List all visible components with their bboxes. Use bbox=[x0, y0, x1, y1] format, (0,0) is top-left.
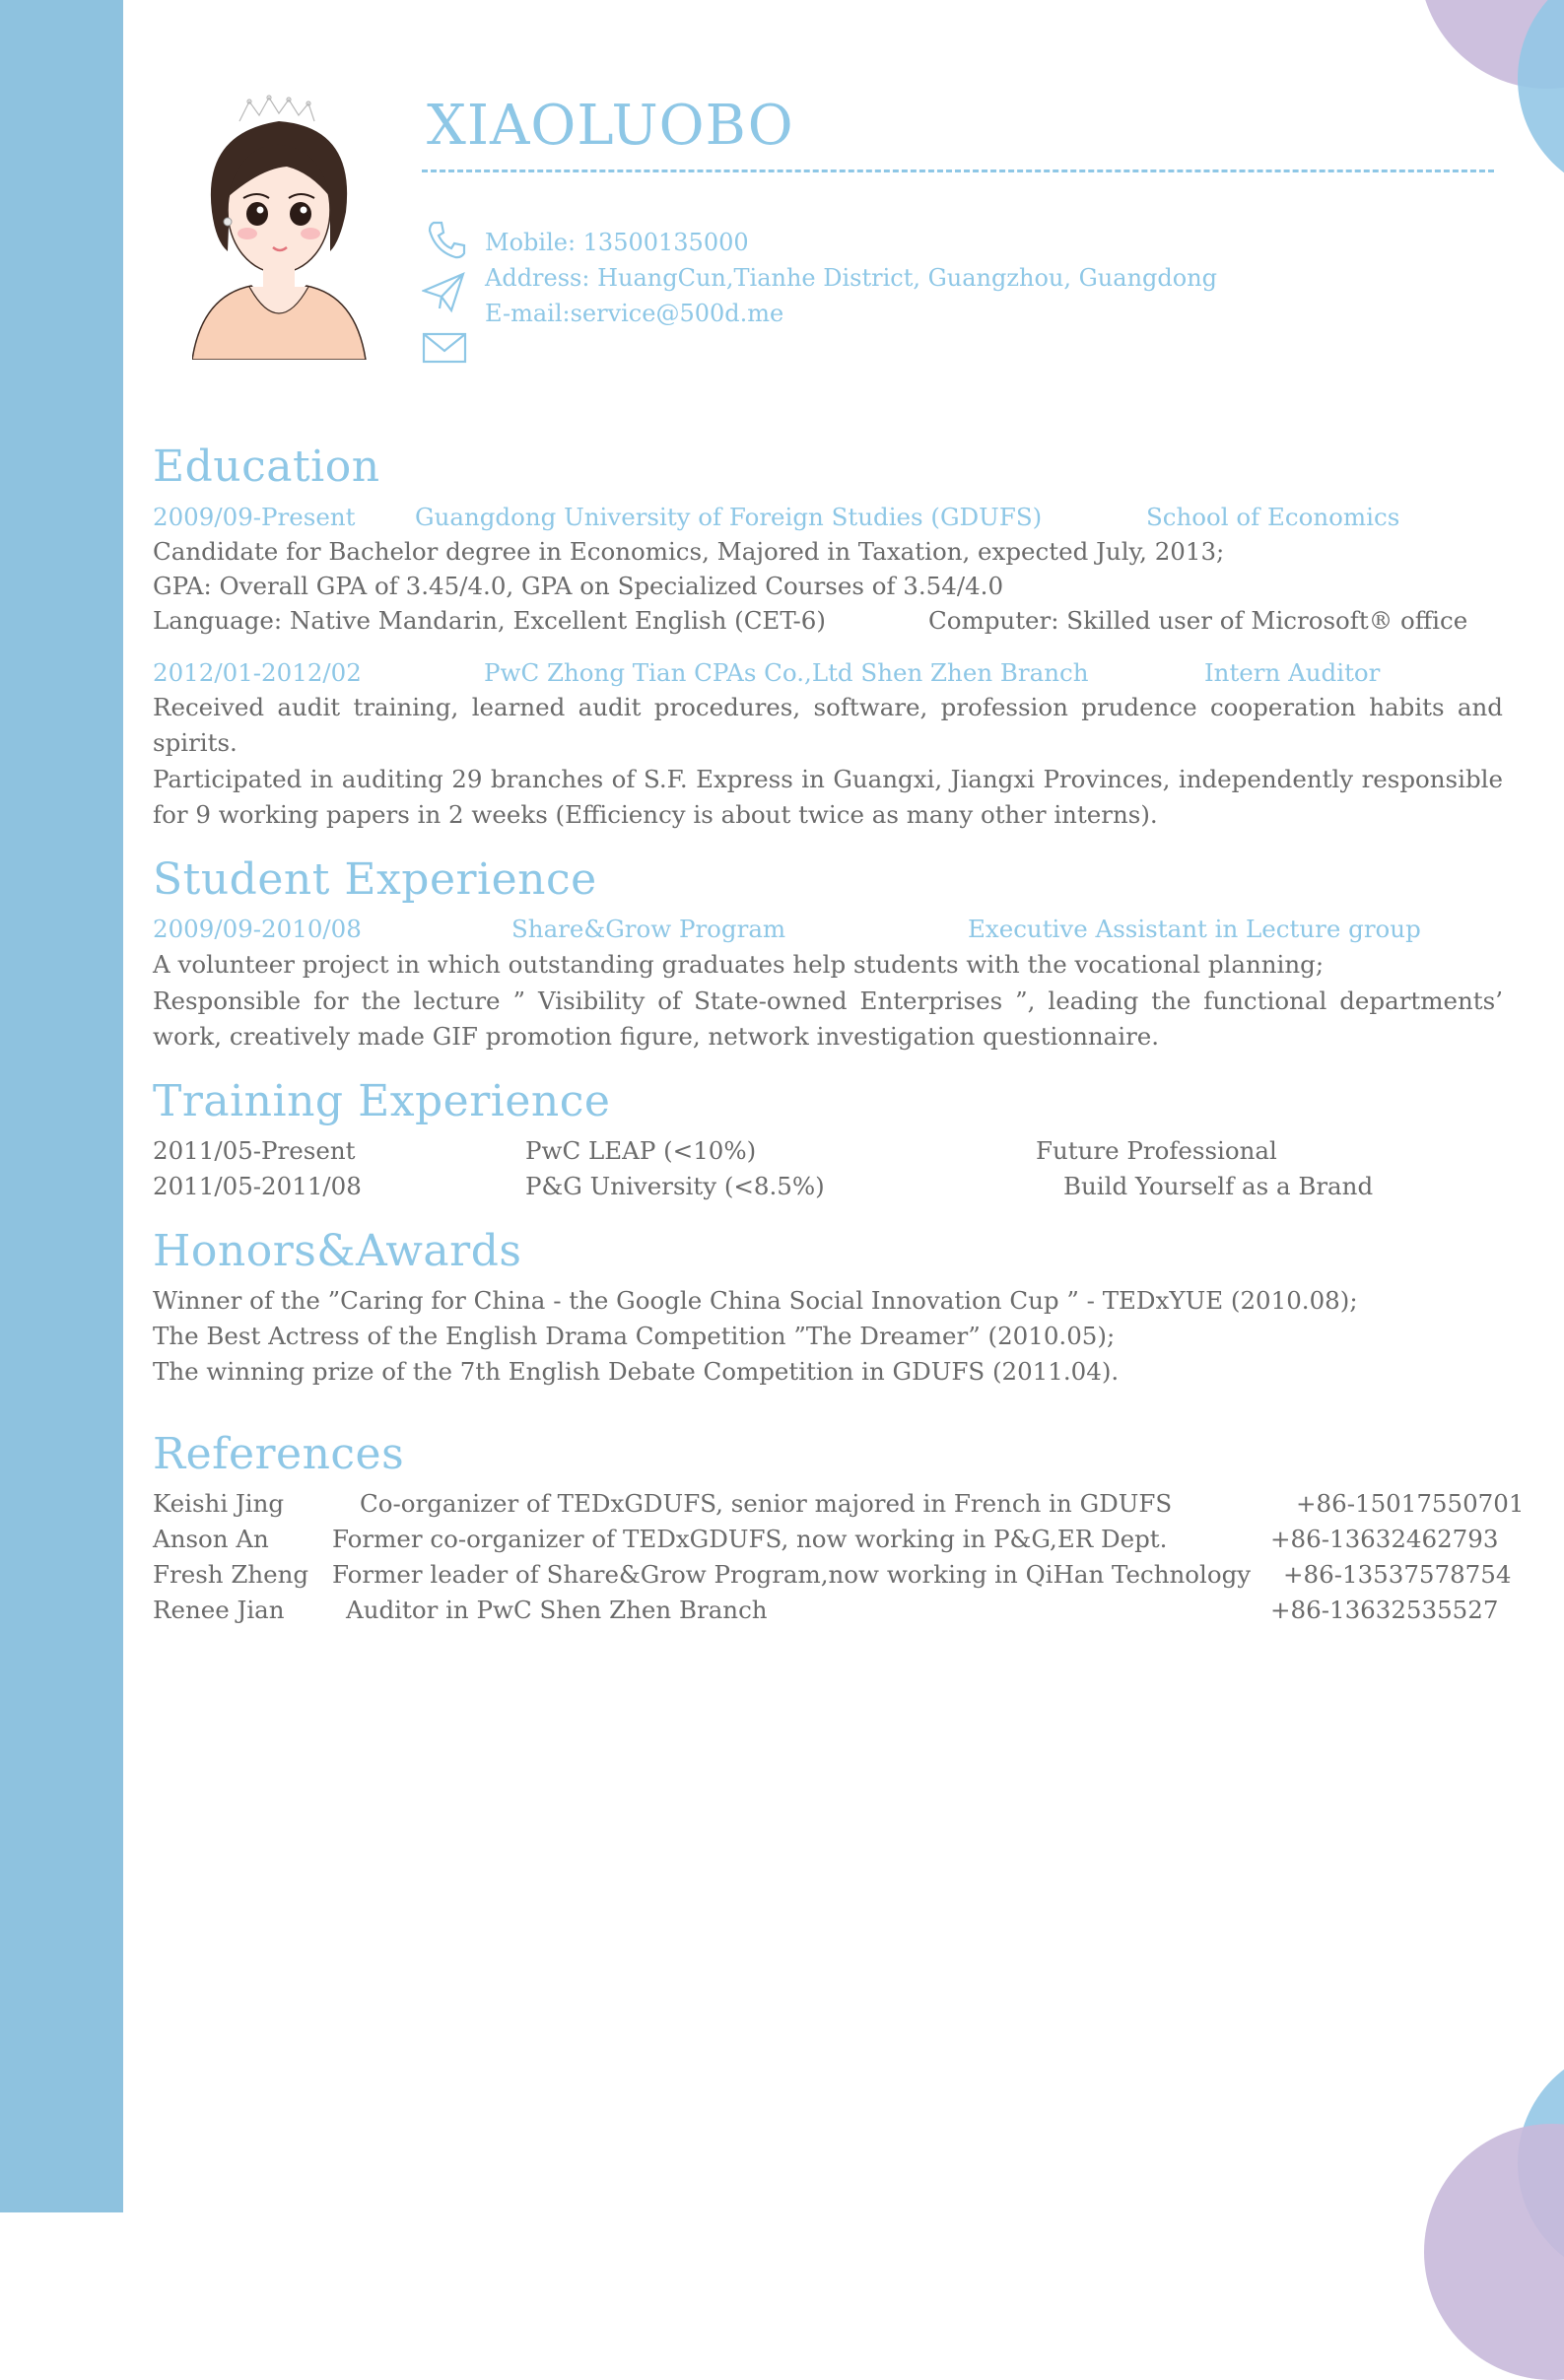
send-icon bbox=[422, 271, 465, 314]
left-sidebar-stripe bbox=[0, 0, 123, 2212]
edu1-line1: Candidate for Bachelor degree in Economics, Majored in Taxation, expected July, 2013; bbox=[153, 537, 1225, 566]
ref-row-1-desc: Co-organizer of TEDxGDUFS, senior majored in French in GDUFS bbox=[360, 1489, 1173, 1518]
ref-row-4-phone: +86-13632535527 bbox=[1270, 1596, 1499, 1624]
references-heading: References bbox=[153, 1429, 405, 1479]
honor-item-1: Winner of the ”Caring for China - the Google China Social Innovation Cup ” - TEDxYUE (2010.08); bbox=[153, 1286, 1358, 1315]
ref-row-2-phone: +86-13632462793 bbox=[1270, 1525, 1499, 1553]
ref-row-2-name: Anson An bbox=[153, 1525, 269, 1553]
student-program: Share&Grow Program bbox=[511, 915, 786, 943]
training-heading: Training Experience bbox=[153, 1076, 611, 1126]
header-divider bbox=[422, 170, 1494, 172]
edu1-school: Guangdong University of Foreign Studies (GDUFS) bbox=[415, 503, 1043, 531]
student-role: Executive Assistant in Lecture group bbox=[968, 915, 1421, 943]
edu2-date: 2012/01-2012/02 bbox=[153, 658, 362, 687]
address-text: Address: HuangCun,Tianhe District, Guangzhou, Guangdong bbox=[485, 264, 1218, 292]
phone-icon bbox=[426, 219, 467, 260]
tiara-icon bbox=[239, 96, 314, 121]
ref-row-4-name: Renee Jian bbox=[153, 1596, 285, 1624]
student-line1: A volunteer project in which outstanding graduates help students with the vocational planning; bbox=[153, 950, 1325, 979]
edu1-language: Language: Native Mandarin, Excellent English (CET-6) bbox=[153, 606, 826, 635]
training-row-1-date: 2011/05-Present bbox=[153, 1136, 356, 1165]
edu2-para2: Participated in auditing 29 branches of S.F. Express in Guangxi, Jiangxi Provinces, independently responsible for 9 working papers in 2 weeks (Efficiency is about twice as many other interns). bbox=[153, 765, 1503, 829]
training-row-1-program: PwC LEAP (<10%) bbox=[525, 1136, 757, 1165]
edu2-para1: Received audit training, learned audit procedures, software, profession prudence cooperation habits and spirits. bbox=[153, 693, 1503, 757]
ref-row-4-desc: Auditor in PwC Shen Zhen Branch bbox=[346, 1596, 768, 1624]
training-row-1-desc: Future Professional bbox=[1036, 1136, 1277, 1165]
honors-heading: Honors&Awards bbox=[153, 1226, 522, 1276]
ref-row-2-desc: Former co-organizer of TEDxGDUFS, now working in P&G,ER Dept. bbox=[332, 1525, 1168, 1553]
student-heading: Student Experience bbox=[153, 854, 597, 905]
education-heading: Education bbox=[153, 442, 380, 492]
training-row-2-date: 2011/05-2011/08 bbox=[153, 1172, 362, 1200]
student-para: Responsible for the lecture ” Visibility of State-owned Enterprises ”, leading the functional departments’ work, creatively made GIF promotion figure, network investigation questionnaire. bbox=[153, 986, 1503, 1051]
edu1-date: 2009/09-Present bbox=[153, 503, 356, 531]
honor-item-3: The winning prize of the 7th English Debate Competition in GDUFS (2011.04). bbox=[153, 1357, 1120, 1386]
training-row-2-program: P&G University (<8.5%) bbox=[525, 1172, 825, 1200]
bottom-right-purple-circle bbox=[1424, 2124, 1564, 2380]
edu2-company: PwC Zhong Tian CPAs Co.,Ltd Shen Zhen Branch bbox=[484, 658, 1089, 687]
avatar bbox=[192, 94, 370, 360]
mail-icon bbox=[422, 331, 467, 365]
mobile-text: Mobile: 13500135000 bbox=[485, 229, 749, 256]
ref-row-1-name: Keishi Jing bbox=[153, 1489, 285, 1518]
ref-row-3-name: Fresh Zheng bbox=[153, 1560, 309, 1589]
contact-info bbox=[485, 225, 1217, 331]
student-date: 2009/09-2010/08 bbox=[153, 915, 362, 943]
candidate-name: XIAOLUOBO bbox=[427, 94, 794, 158]
ref-row-3-phone: +86-13537578754 bbox=[1283, 1560, 1512, 1589]
ref-row-3-desc: Former leader of Share&Grow Program,now working in QiHan Technology bbox=[332, 1560, 1252, 1589]
training-row-2-desc: Build Yourself as a Brand bbox=[1063, 1172, 1374, 1200]
edu1-dept: School of Economics bbox=[1146, 503, 1400, 531]
honor-item-2: The Best Actress of the English Drama Competition ”The Dreamer” (2010.05); bbox=[153, 1322, 1116, 1350]
edu1-computer: Computer: Skilled user of Microsoft® office bbox=[928, 606, 1468, 635]
ref-row-1-phone: +86-15017550701 bbox=[1296, 1489, 1525, 1518]
edu2-role: Intern Auditor bbox=[1204, 658, 1381, 687]
edu1-gpa: GPA: Overall GPA of 3.45/4.0, GPA on Specialized Courses of 3.54/4.0 bbox=[153, 572, 1004, 600]
email-text: E-mail:service@500d.me bbox=[485, 300, 784, 327]
